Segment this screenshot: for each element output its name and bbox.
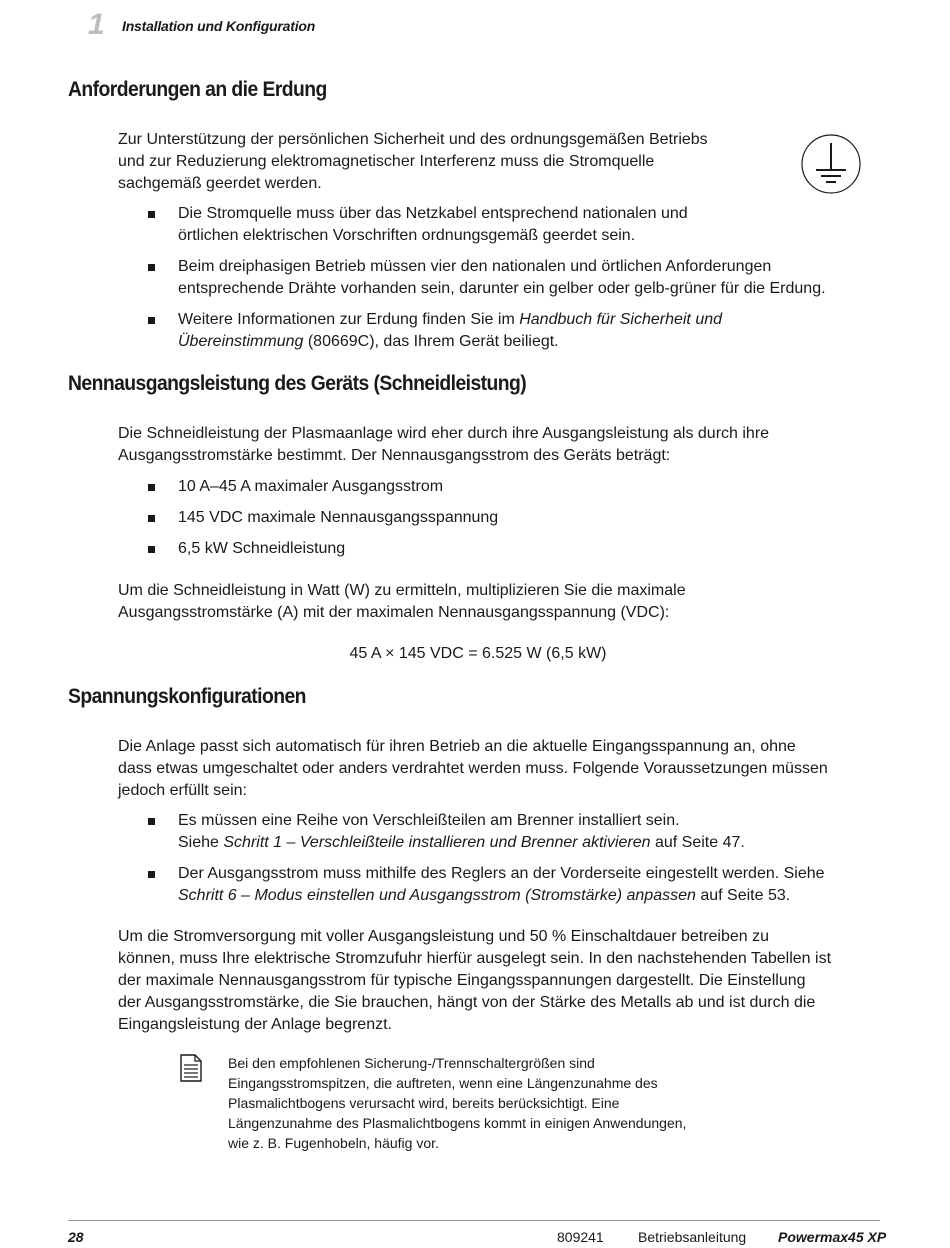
text-line: jedoch erfüllt sein: <box>118 782 247 799</box>
output-intro <box>118 423 888 467</box>
bullet-marker <box>148 317 155 324</box>
text-line: der maximale Nennausgangsstrom für typische Eingangsspannungen dargestellt. Die Einstellung <box>118 972 806 989</box>
bullet-marker <box>148 871 155 878</box>
text-line: Längenzunahme des Plasmalichtbogens kommt in einigen Anwendungen, <box>228 1115 687 1131</box>
text-span: auf Seite 47. <box>650 834 745 851</box>
footer-divider <box>68 1220 880 1221</box>
text-line: Zur Unterstützung der persönlichen Sicherheit und des ordnungsgemäßen Betriebs <box>118 131 708 148</box>
text-line: Plasmalichtbogens verursacht wird, bereits berücksichtigt. Eine <box>228 1095 620 1111</box>
bullet-marker <box>148 484 155 491</box>
output-calc-text <box>118 580 888 624</box>
text-line: Um die Stromversorgung mit voller Ausgangsleistung und 50 % Einschaltdauer betreiben zu <box>118 928 770 945</box>
text-line: Es müssen eine Reihe von Verschleißteilen am Brenner installiert sein. <box>178 812 680 829</box>
text-line: entsprechende Drähte vorhanden sein, darunter ein gelber oder gelb-grüner für die Erdung. <box>178 280 826 297</box>
document-type: Betriebsanleitung <box>638 1229 747 1245</box>
text-span: Siehe <box>178 834 224 851</box>
cross-reference-link[interactable]: Schritt 1 – Verschleißteile installieren und Brenner aktivieren <box>223 834 651 851</box>
bullet-marker <box>148 211 155 218</box>
text-span: Weitere Informationen zur Erdung finden Sie im <box>178 311 520 328</box>
chapter-title: Installation und Konfiguration <box>122 18 316 34</box>
list-item-text: 6,5 kW Schneidleistung <box>178 540 346 557</box>
text-line: können, muss Ihre elektrische Stromzufuhr hierfür ausgelegt sein. In den nachstehenden Tabellen ist <box>118 950 832 967</box>
section-heading-grounding: Anforderungen an die Erdung <box>68 78 327 101</box>
text-line: Um die Schneidleistung in Watt (W) zu ermitteln, multiplizieren Sie die maximale <box>118 582 686 599</box>
text-line: Eingangsleistung der Anlage begrenzt. <box>118 1016 392 1033</box>
bullet-marker <box>148 515 155 522</box>
grounding-intro <box>118 129 888 195</box>
text-line: Bei den empfohlenen Sicherung-/Trennschaltergrößen sind <box>228 1055 595 1071</box>
text-line: Der Ausgangsstrom muss mithilfe des Reglers an der Vorderseite eingestellt werden. Siehe <box>178 865 825 882</box>
list-item-text: 10 A–45 A maximaler Ausgangsstrom <box>178 478 444 495</box>
product-name: Powermax45 XP <box>778 1229 887 1245</box>
list-item-text: 145 VDC maximale Nennausgangsspannung <box>178 509 499 526</box>
bullet-marker <box>148 818 155 825</box>
text-line: Die Schneidleistung der Plasmaanlage wird eher durch ihre Ausgangsleistung als durch ihre <box>118 425 770 442</box>
text-span: auf Seite 53. <box>695 887 791 904</box>
text-line: dass etwas umgeschaltet oder anders verdrahtet werden muss. Folgende Voraussetzungen müssen <box>118 760 828 777</box>
text-line: örtlichen elektrischen Vorschriften ordnungsgemäß geerdet sein. <box>178 227 636 244</box>
chapter-number: 1 <box>88 8 105 41</box>
text-line: und zur Reduzierung elektromagnetischer Interferenz muss die Stromquelle <box>118 153 655 170</box>
text-line: sachgemäß geerdet werden. <box>118 175 322 192</box>
power-equation: 45 A × 145 VDC = 6.525 W (6,5 kW) <box>349 645 607 662</box>
voltage-paragraph <box>118 926 888 1036</box>
note-document-icon <box>180 1054 202 1082</box>
text-line: Die Stromquelle muss über das Netzkabel entsprechend nationalen und <box>178 205 688 222</box>
document-number: 809241 <box>557 1229 604 1245</box>
text-line: Ausgangsstromstärke bestimmt. Der Nennausgangsstrom des Geräts beträgt: <box>118 447 671 464</box>
text-span: (80669C), das Ihrem Gerät beiliegt. <box>303 333 559 350</box>
text-line: Ausgangsstromstärke (A) mit der maximalen Nennausgangsspannung (VDC): <box>118 604 670 621</box>
text-line: Beim dreiphasigen Betrieb müssen vier den nationalen und örtlichen Anforderungen <box>178 258 772 275</box>
manual-title: Handbuch für Sicherheit und <box>519 311 723 328</box>
manual-title: Übereinstimmung <box>178 333 304 350</box>
section-heading-voltage: Spannungskonfigurationen <box>68 685 306 708</box>
text-line: der Ausgangsstromstärke, die Sie brauchen, hängt von der Stärke des Metalls ab und ist durch die <box>118 994 816 1011</box>
ground-symbol-icon <box>801 134 861 194</box>
cross-reference-link[interactable]: Schritt 6 – Modus einstellen und Ausgangsstrom (Stromstärke) anpassen <box>178 887 696 904</box>
voltage-intro <box>118 736 888 802</box>
text-line: Eingangsstromspitzen, die auftreten, wenn eine Längenzunahme des <box>228 1075 658 1091</box>
bullet-marker <box>148 264 155 271</box>
note-text <box>228 1053 768 1153</box>
bullet-marker <box>148 546 155 553</box>
text-line: wie z. B. Fugenhobeln, häufig vor. <box>228 1135 439 1151</box>
text-line: Die Anlage passt sich automatisch für ihren Betrieb an die aktuelle Eingangsspannung an, ohne <box>118 738 796 755</box>
page-number: 28 <box>68 1229 84 1245</box>
section-heading-output: Nennausgangsleistung des Geräts (Schneidleistung) <box>68 372 527 395</box>
